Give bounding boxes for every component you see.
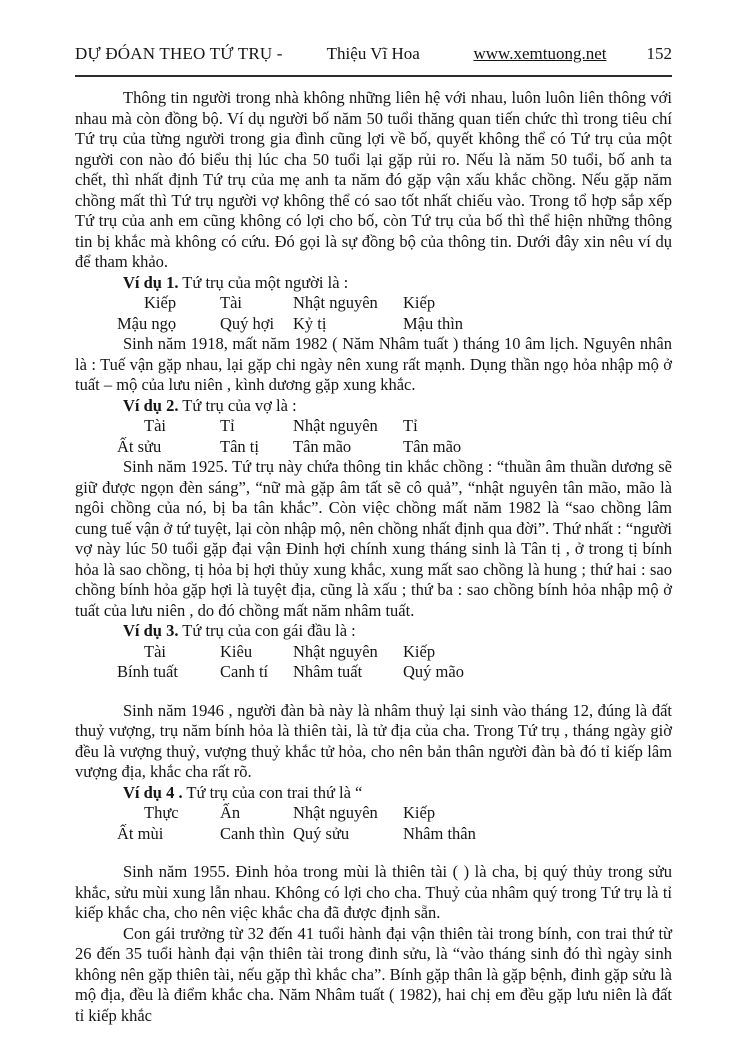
example-3-analysis: Sinh năm 1946 , người đàn bà này là nhâm thuỷ lại sinh vào tháng 12, đúng là đất thuỷ vượng, trụ năm bính hỏa là thiên tài, là tử địa của cha. Trong Tứ trụ , tháng ngày giờ đều là vượng thuỷ, vượng thuỷ khắc tử hỏa, cho nên bản thân người đàn bà đó tỉ kiếp lâm vượng địa, khắc cha rất rõ. <box>75 700 672 781</box>
pillar-value-row <box>117 824 672 845</box>
example-3 <box>75 621 672 783</box>
pillar-value: Bính tuất <box>117 662 178 681</box>
pillar-value: Kỷ tị <box>293 313 327 333</box>
pillar-value: Tân mão <box>293 436 352 456</box>
example-3-intro: Tứ trụ của con gái đầu là : <box>178 621 356 640</box>
pillar-value: Canh thìn <box>220 823 285 843</box>
pillar-title: Tài <box>220 293 242 312</box>
pillar-value: Tân tị <box>220 436 259 456</box>
example-3-heading <box>75 621 672 642</box>
page-header <box>75 44 672 77</box>
author-name: Thiệu Vĩ Hoa <box>326 44 420 63</box>
example-4 <box>75 783 672 924</box>
pillar-value: Tân mão <box>403 436 462 456</box>
example-4-label: Ví dụ 4 . <box>123 782 183 802</box>
pillar-value: Canh tí <box>220 662 269 681</box>
pillar-value: Mậu thìn <box>403 313 464 333</box>
website-link[interactable]: www.xemtuong.net <box>473 44 607 63</box>
page-body <box>75 88 672 1026</box>
vertical-gap <box>75 683 672 701</box>
example-1 <box>75 273 672 396</box>
pillar-value: Quý hợi <box>220 313 275 333</box>
page-number: 152 <box>646 44 672 63</box>
pillar-value: Nhâm thân <box>403 823 476 843</box>
pillar-title: Tài <box>144 641 166 661</box>
example-2 <box>75 396 672 622</box>
example-1-heading <box>75 273 672 294</box>
example-3-label: Ví dụ 3. <box>123 621 179 640</box>
example-1-intro: Tứ trụ của một người là : <box>178 272 349 292</box>
pillar-title-row <box>117 642 672 663</box>
pillar-value: Quý mão <box>403 662 464 681</box>
example-2-pillar-table <box>117 416 672 457</box>
example-2-heading <box>75 396 672 417</box>
example-3-pillar-table <box>117 642 672 683</box>
example-4-pillar-table <box>117 803 672 844</box>
example-1-pillar-table <box>117 293 672 334</box>
pillar-title: Kiếp <box>403 803 436 822</box>
pillar-title: Nhật nguyên <box>293 803 378 822</box>
intro-paragraph: Thông tin người trong nhà không những liên hệ với nhau, luôn luôn liên thông với nhau mà còn đồng bộ. Ví dụ người bố năm 50 tuổi thăng quan tiến chức thì trong tiêu chí Tứ trụ của từng người trong gia đình cũng lợi về bố, quyết không thể có Tứ trụ của một người con nào đó biểu thị lúc cha 50 tuổi lại gặp rủi ro. Nếu là năm 50 tuổi, bố anh ta chết, thì nhất định Tứ trụ của mẹ anh ta năm đó gặp vận xấu khắc chồng. Nếu gặp năm chồng mất thì Tứ trụ người vợ không thể có sao tốt nhất chiếu vào. Trong tổ hợp sắp xếp Tứ trụ của anh em cũng không có lợi cho bố, còn Tứ trụ của bố thì thể hiện những thông tin bị khắc mà không có cứu. Đó gọi là sự đồng bộ của thông tin. Dưới đây xin nêu ví dụ để tham khảo. <box>75 88 672 271</box>
example-2-analysis: Sinh năm 1925. Tứ trụ này chứa thông tin khắc chồng : “thuần âm thuần dương sẽ giữ được ngọn đèn sáng”, “nữ mà gặp âm tất sẽ cô quả”, “nhật nguyên tân mão, mão là ngôi chồng của nó, bị ba tân khắc”. Còn việc chồng mất năm 1982 là “sao chồng lâm cung tuế vận ở tứ tuyệt, lại còn nhập mộ, nên chồng nhất định qua đời”. Thứ nhất : “người vợ này lúc 50 tuổi gặp đại vận Đinh hợi chính xung tháng sinh là Tân tị , ở trong tị bính hỏa là sao chồng, tị hỏa bị hợi thủy xung khắc, xung mất sao chồng là hung ; thứ hai : sao chồng bính hỏa gặp hợi là tuyệt địa, cũng là xấu ; thứ ba : sao chồng bính hỏa nhập mộ ở tuất của lưu niên , do đó chồng mất năm nhâm tuất. <box>75 457 672 620</box>
pillar-value: Quý sửu <box>293 823 350 843</box>
pillar-title: Kiêu <box>220 641 253 661</box>
pillar-value-row <box>117 437 672 458</box>
pillar-title: Thực <box>144 803 179 822</box>
example-1-analysis: Sinh năm 1918, mất năm 1982 ( Năm Nhâm tuất ) tháng 10 âm lịch. Nguyên nhân là : Tuế vận gặp nhau, lại gặp chi ngày nên xung rất mạnh. Dụng thần ngọ hỏa nhập mộ ở tuất – mộ của lưu niên , kình dương gặp xung khắc. <box>75 334 672 394</box>
pillar-value-row <box>117 314 672 335</box>
pillar-value: Mậu ngọ <box>117 313 177 333</box>
pillar-title-row <box>117 803 672 824</box>
book-title: DỰ ĐÓAN THEO TỨ TRỤ - <box>75 44 283 63</box>
example-4-intro: Tứ trụ của con trai thứ là “ <box>182 782 363 802</box>
pillar-title: Tỉ <box>220 416 235 435</box>
pillar-title: Kiếp <box>403 641 436 661</box>
example-2-intro: Tứ trụ của vợ là : <box>178 395 297 415</box>
pillar-title: Tỉ <box>403 416 418 435</box>
pillar-value: Nhâm tuất <box>293 662 363 681</box>
pillar-title: Kiếp <box>403 293 436 312</box>
pillar-title: Nhật nguyên <box>293 641 378 661</box>
pillar-title: Tài <box>144 416 166 435</box>
closing-paragraph: Con gái trưởng từ 32 đến 41 tuổi hành đại vận thiên tài trong bính, con trai thứ từ 26 đến 35 tuổi hành đại vận thiên tài trong đinh sửu, là “vào tháng sinh đó thì ngày sinh không nên gặp thiên tài, nếu gặp thì khắc cha”. Bính gặp thân là gặp bệnh, đinh gặp sửu là mộ địa, đều là điểm khắc cha. Năm Nhâm tuất ( 1982), hai chị em đều gặp lưu niên là đất tỉ kiếp khắc <box>75 923 672 1025</box>
example-4-heading <box>75 783 672 804</box>
pillar-title-row <box>117 416 672 437</box>
pillar-value: Ất sửu <box>117 436 162 456</box>
pillar-value: Ất mùi <box>117 823 164 843</box>
pillar-title: Kiếp <box>144 293 177 312</box>
pillar-title: Nhật nguyên <box>293 416 378 435</box>
pillar-title: Ấn <box>220 803 241 822</box>
example-4-analysis: Sinh năm 1955. Đinh hỏa trong mùi là thiên tài ( ) là cha, bị quý thủy trong sửu khắc, sửu mùi xung lẫn nhau. Không có lợi cho cha. Thuỷ của nhâm quý trong Tứ trụ là tỉ kiếp khắc cha, cho nên việc khắc cha đã được định sẵn. <box>75 862 672 922</box>
example-1-label: Ví dụ 1. <box>123 272 179 292</box>
pillar-title: Nhật nguyên <box>293 293 378 312</box>
vertical-gap <box>75 844 672 862</box>
example-2-label: Ví dụ 2. <box>123 395 179 415</box>
pillar-title-row <box>117 293 672 314</box>
pillar-value-row <box>117 662 672 683</box>
